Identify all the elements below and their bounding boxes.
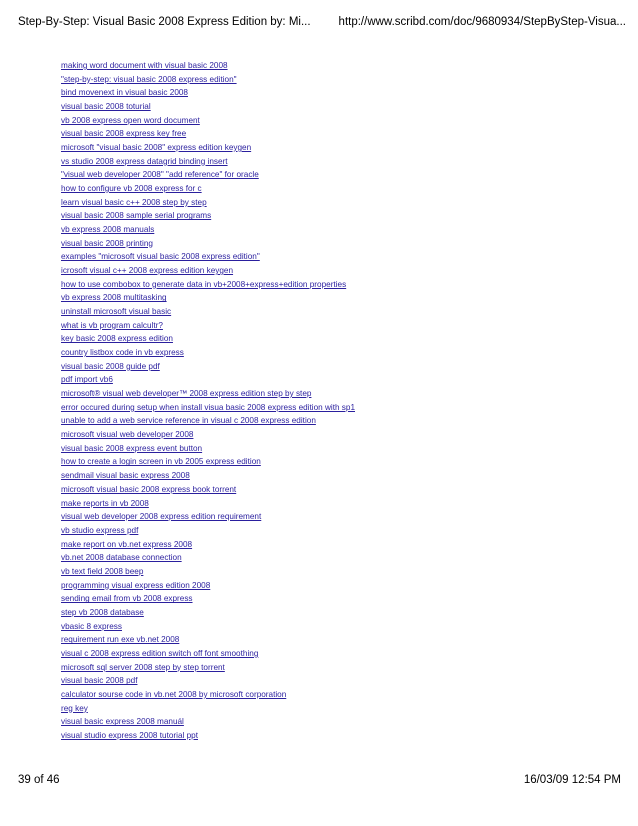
list-item bbox=[61, 483, 355, 497]
list-item bbox=[61, 264, 355, 278]
search-term-link[interactable]: calculator sourse code in vb.net 2008 by microsoft corporation bbox=[61, 689, 287, 699]
search-term-link[interactable]: what is vb program calcultr? bbox=[61, 320, 163, 330]
search-term-link[interactable]: unable to add a web service reference in visual c 2008 express edition bbox=[61, 416, 316, 426]
search-term-link[interactable]: make report on vb.net express 2008 bbox=[61, 539, 193, 549]
list-item bbox=[61, 332, 355, 346]
list-item bbox=[61, 715, 355, 729]
list-item bbox=[61, 237, 355, 251]
search-term-link[interactable]: vb studio express pdf bbox=[61, 525, 139, 535]
search-term-link[interactable]: visual basic 2008 sample serial programs bbox=[61, 211, 212, 221]
list-item bbox=[61, 647, 355, 661]
list-item bbox=[61, 510, 355, 524]
list-item bbox=[61, 305, 355, 319]
search-term-link[interactable]: visual basic 2008 guide pdf bbox=[61, 361, 160, 371]
list-item bbox=[61, 114, 355, 128]
search-term-link[interactable]: visual basic 2008 toturial bbox=[61, 102, 151, 112]
list-item bbox=[61, 209, 355, 223]
search-term-link[interactable]: vbasic 8 express bbox=[61, 621, 122, 631]
search-term-link[interactable]: visual studio express 2008 tutorial ppt bbox=[61, 730, 198, 740]
search-term-link[interactable]: vb text field 2008 beep bbox=[61, 566, 144, 576]
list-item bbox=[61, 661, 355, 675]
search-term-link[interactable]: "step-by-step: visual basic 2008 express edition" bbox=[61, 74, 237, 84]
list-item bbox=[61, 291, 355, 305]
list-item bbox=[61, 469, 355, 483]
search-term-link[interactable]: examples "microsoft visual basic 2008 express edition" bbox=[61, 252, 260, 262]
search-term-link[interactable]: step vb 2008 database bbox=[61, 607, 144, 617]
list-item bbox=[61, 73, 355, 87]
search-term-link[interactable]: key basic 2008 express edition bbox=[61, 334, 173, 344]
print-datetime: 16/03/09 12:54 PM bbox=[523, 774, 621, 786]
search-term-link[interactable]: pdf import vb6 bbox=[61, 375, 113, 385]
search-term-link[interactable]: how to configure vb 2008 express for c bbox=[61, 184, 202, 194]
list-item bbox=[61, 223, 355, 237]
search-term-link[interactable]: vb express 2008 manuals bbox=[61, 225, 155, 235]
list-item bbox=[61, 155, 355, 169]
search-term-link[interactable]: visual basic 2008 express event button bbox=[61, 443, 203, 453]
document-title: Step-By-Step: Visual Basic 2008 Express Edition by: Mi... bbox=[18, 16, 311, 28]
search-term-link[interactable]: microsoft "visual basic 2008" express edition keygen bbox=[61, 143, 252, 153]
search-term-link[interactable]: microsoft visual web developer 2008 bbox=[61, 430, 194, 440]
list-item bbox=[61, 592, 355, 606]
list-item bbox=[61, 141, 355, 155]
search-term-link[interactable]: "visual web developer 2008" "add reference" for oracle bbox=[61, 170, 259, 180]
list-item bbox=[61, 428, 355, 442]
list-item bbox=[61, 579, 355, 593]
list-item bbox=[61, 674, 355, 688]
list-item bbox=[61, 127, 355, 141]
search-term-link[interactable]: visual basic express 2008 manuál bbox=[61, 717, 184, 727]
search-term-link[interactable]: icrosoft visual c++ 2008 express edition keygen bbox=[61, 266, 234, 276]
list-item bbox=[61, 455, 355, 469]
list-item bbox=[61, 360, 355, 374]
list-item bbox=[61, 524, 355, 538]
search-term-link[interactable]: reg key bbox=[61, 703, 88, 713]
search-term-link[interactable]: requirement run exe vb.net 2008 bbox=[61, 635, 180, 645]
search-term-link[interactable]: make reports in vb 2008 bbox=[61, 498, 149, 508]
search-term-link[interactable]: vb 2008 express open word document bbox=[61, 115, 200, 125]
list-item bbox=[61, 442, 355, 456]
list-item bbox=[61, 168, 355, 182]
list-item bbox=[61, 196, 355, 210]
search-term-link[interactable]: microsoft sql server 2008 step by step torrent bbox=[61, 662, 225, 672]
search-term-link-list bbox=[61, 59, 355, 743]
search-term-link[interactable]: how to use combobox to generate data in vb+2008+express+edition properties bbox=[61, 279, 347, 289]
list-item bbox=[61, 633, 355, 647]
search-term-link[interactable]: visual basic 2008 express key free bbox=[61, 129, 187, 139]
search-term-link[interactable]: programming visual express edition 2008 bbox=[61, 580, 211, 590]
search-term-link[interactable]: microsoft visual basic 2008 express book torrent bbox=[61, 484, 237, 494]
search-term-link[interactable]: visual web developer 2008 express edition requirement bbox=[61, 512, 262, 522]
list-item bbox=[61, 182, 355, 196]
list-item bbox=[61, 729, 355, 743]
search-term-link[interactable]: learn visual basic c++ 2008 step by step bbox=[61, 197, 207, 207]
search-term-link[interactable]: making word document with visual basic 2008 bbox=[61, 61, 228, 70]
page-counter: 39 of 46 bbox=[18, 774, 60, 786]
list-item bbox=[61, 620, 355, 634]
search-term-link[interactable]: visual c 2008 express edition switch off font smoothing bbox=[61, 648, 259, 658]
search-term-link[interactable]: bind movenext in visual basic 2008 bbox=[61, 88, 188, 98]
list-item bbox=[61, 346, 355, 360]
list-item bbox=[61, 278, 355, 292]
search-term-link[interactable]: visual basic 2008 pdf bbox=[61, 676, 138, 686]
search-term-link[interactable]: vs studio 2008 express datagrid binding insert bbox=[61, 156, 228, 166]
search-term-link[interactable]: vb.net 2008 database connection bbox=[61, 553, 182, 563]
list-item bbox=[61, 373, 355, 387]
list-item bbox=[61, 319, 355, 333]
search-term-link[interactable]: sendmail visual basic express 2008 bbox=[61, 471, 190, 481]
list-item bbox=[61, 551, 355, 565]
search-term-link[interactable]: how to create a login screen in vb 2005 express edition bbox=[61, 457, 261, 467]
search-term-link[interactable]: microsoft® visual web developer™ 2008 express edition step by step bbox=[61, 389, 312, 399]
search-term-link[interactable]: country listbox code in vb express bbox=[61, 348, 184, 358]
list-item bbox=[61, 688, 355, 702]
search-term-link[interactable]: sending email from vb 2008 express bbox=[61, 594, 193, 604]
search-term-link[interactable]: error occured during setup when install visua basic 2008 express edition with sp1 bbox=[61, 402, 356, 412]
list-item bbox=[61, 86, 355, 100]
list-item bbox=[61, 497, 355, 511]
list-item bbox=[61, 401, 355, 415]
list-item bbox=[61, 59, 355, 73]
search-term-link[interactable]: visual basic 2008 printing bbox=[61, 238, 153, 248]
print-footer bbox=[12, 772, 626, 788]
list-item bbox=[61, 387, 355, 401]
list-item bbox=[61, 702, 355, 716]
search-term-link[interactable]: uninstall microsoft visual basic bbox=[61, 307, 172, 317]
list-item bbox=[61, 100, 355, 114]
document-url: http://www.scribd.com/doc/9680934/StepByStep-Visua... bbox=[338, 16, 626, 28]
list-item bbox=[61, 606, 355, 620]
search-term-link[interactable]: vb express 2008 multitasking bbox=[61, 293, 167, 303]
list-item bbox=[61, 414, 355, 428]
list-item bbox=[61, 250, 355, 264]
print-header bbox=[12, 14, 626, 30]
list-item bbox=[61, 565, 355, 579]
list-item bbox=[61, 538, 355, 552]
